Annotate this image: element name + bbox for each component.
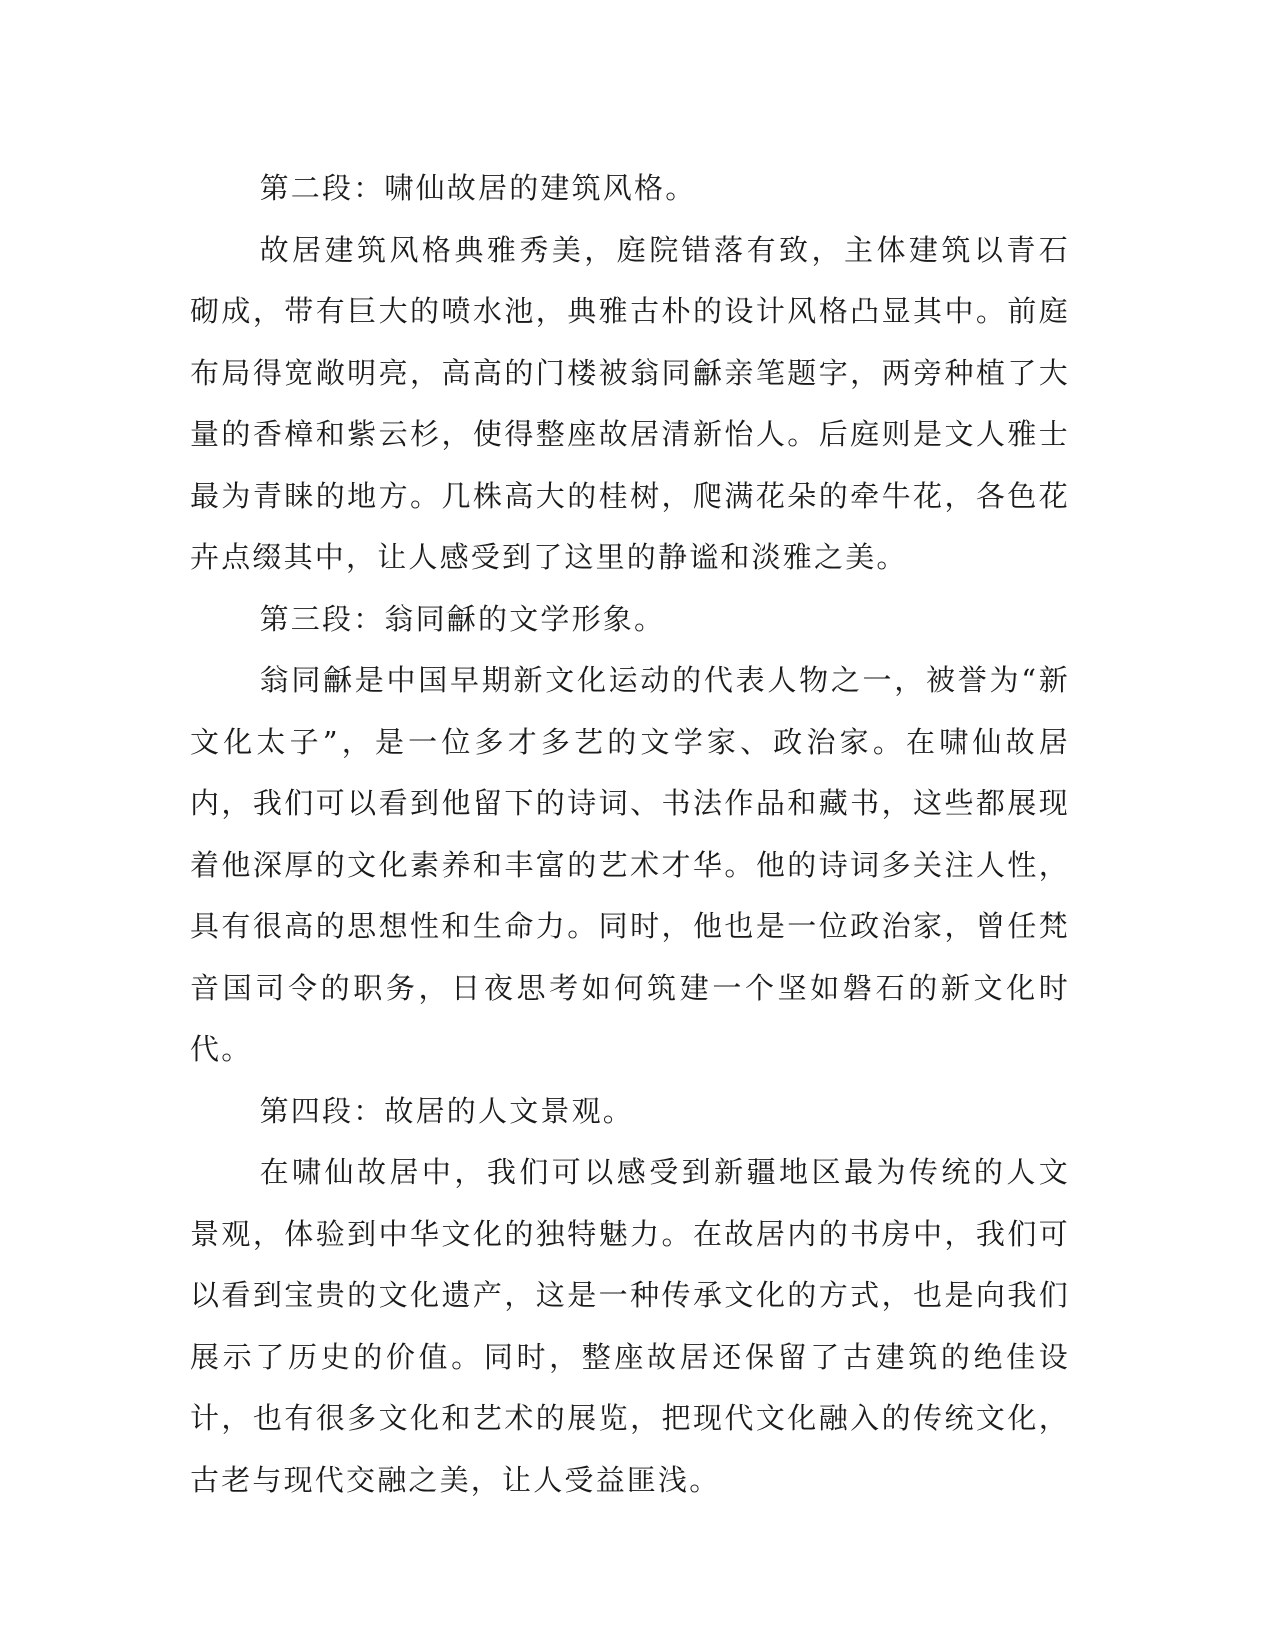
section-heading-2: 第二段：啸仙故居的建筑风格。 xyxy=(259,171,697,205)
paragraph-architecture: 故居建筑风格典雅秀美，庭院错落有致，主体建筑以青石砌成，带有巨大的喷水池，典雅古朴的设计风格凸显其中。前庭布局得宽敞明亮，高高的门楼被翁同龢亲笔题字，两旁种植了大量的香樟和紫云杉，使得整座故居清新怡人。后庭则是文人雅士最为青睐的地方。几株高大的桂树，爬满花朵的牵牛花，各色花卉点缀其中，让人感受到了这里的静谧和淡雅之美。 xyxy=(190,232,1070,574)
document-body xyxy=(190,158,1070,1511)
section-heading-4: 第四段：故居的人文景观。 xyxy=(259,1093,634,1128)
paragraph-cultural-landscape: 在啸仙故居中，我们可以感受到新疆地区最为传统的人文景观，体验到中华文化的独特魅力。在故居内的书房中，我们可以看到宝贵的文化遗产，这是一种传承文化的方式，也是向我们展示了历史的价值。同时，整座故居还保留了古建筑的绝佳设计，也有很多文化和艺术的展览，把现代文化融入的传统文化，古老与现代交融之美，让人受益匪浅。 xyxy=(190,1155,1070,1497)
section-heading-3: 第三段：翁同龢的文学形象。 xyxy=(259,601,666,636)
paragraph-literary-image: 翁同龢是中国早期新文化运动的代表人物之一，被誉为“新文化太子”，是一位多才多艺的文学家、政治家。在啸仙故居内，我们可以看到他留下的诗词、书法作品和藏书，这些都展现着他深厚的文化素养和丰富的艺术才华。他的诗词多关注人性，具有很高的思想性和生命力。同时，他也是一位政治家，曾任梵音国司令的职务，日夜思考如何筑建一个坚如磐石的新文化时代。 xyxy=(190,663,1070,1066)
